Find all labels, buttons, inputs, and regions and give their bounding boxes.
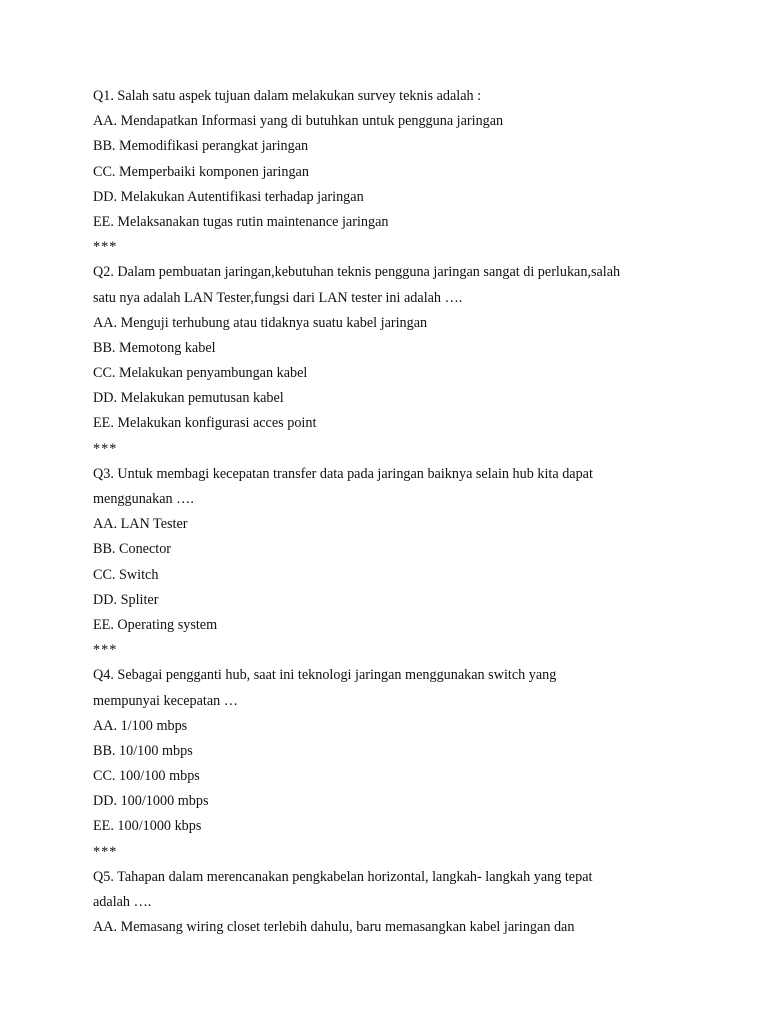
answer-option: DD. Spliter: [93, 591, 159, 608]
answer-option: BB. Memodifikasi perangkat jaringan: [93, 138, 309, 155]
answer-option: DD. Melakukan pemutusan kabel: [93, 390, 284, 407]
answer-option: AA. Mendapatkan Informasi yang di butuhkan untuk pengguna jaringan: [93, 113, 504, 130]
answer-option: BB. Memotong kabel: [93, 339, 216, 356]
answer-option: AA. 1/100 mbps: [93, 717, 188, 734]
question-text: Q5. Tahapan dalam merencanakan pengkabelan horizontal, langkah- langkah yang tepat: [93, 868, 593, 885]
question-text: Q2. Dalam pembuatan jaringan,kebutuhan teknis pengguna jaringan sangat di perlukan,salah: [93, 264, 621, 281]
answer-option: AA. Memasang wiring closet terlebih dahulu, baru memasangkan kabel jaringan dan: [93, 919, 575, 936]
answer-option: CC. Switch: [93, 566, 159, 583]
question-text-continued: mempunyai kecepatan …: [93, 692, 238, 709]
document-content: [93, 84, 693, 940]
question-block: [93, 84, 693, 260]
question-text-continued: menggunakan ….: [93, 491, 194, 507]
answer-option: EE. 100/1000 kbps: [93, 818, 202, 835]
question-text: Q1. Salah satu aspek tujuan dalam melakukan survey teknis adalah :: [93, 88, 482, 104]
question-block: [93, 865, 693, 941]
question-text: Q4. Sebagai pengganti hub, saat ini teknologi jaringan menggunakan switch yang: [93, 667, 557, 684]
answer-option: CC. Memperbaiki komponen jaringan: [93, 163, 309, 180]
answer-option: CC. 100/100 mbps: [93, 768, 200, 785]
answer-option: EE. Melaksanakan tugas rutin maintenance jaringan: [93, 213, 389, 230]
question-separator: ***: [93, 642, 118, 659]
answer-option: DD. Melakukan Autentifikasi terhadap jaringan: [93, 188, 364, 205]
question-block: [93, 260, 693, 462]
answer-option: EE. Melakukan konfigurasi acces point: [93, 415, 317, 432]
question-separator: ***: [93, 843, 118, 860]
answer-option: EE. Operating system: [93, 616, 218, 633]
question-block: [93, 663, 693, 865]
answer-option: AA. Menguji terhubung atau tidaknya suatu kabel jaringan: [93, 314, 428, 331]
question-text: Q3. Untuk membagi kecepatan transfer data pada jaringan baiknya selain hub kita dapat: [93, 465, 593, 482]
question-separator: ***: [93, 440, 118, 457]
answer-option: AA. LAN Tester: [93, 516, 188, 533]
question-separator: ***: [93, 239, 118, 256]
answer-option: CC. Melakukan penyambungan kabel: [93, 365, 308, 382]
answer-option: BB. 10/100 mbps: [93, 742, 193, 759]
answer-option: DD. 100/1000 mbps: [93, 793, 209, 810]
question-text-continued: adalah ….: [93, 894, 152, 910]
question-block: [93, 462, 693, 664]
answer-option: BB. Conector: [93, 541, 172, 558]
question-text-continued: satu nya adalah LAN Tester,fungsi dari LAN tester ini adalah ….: [93, 289, 463, 306]
